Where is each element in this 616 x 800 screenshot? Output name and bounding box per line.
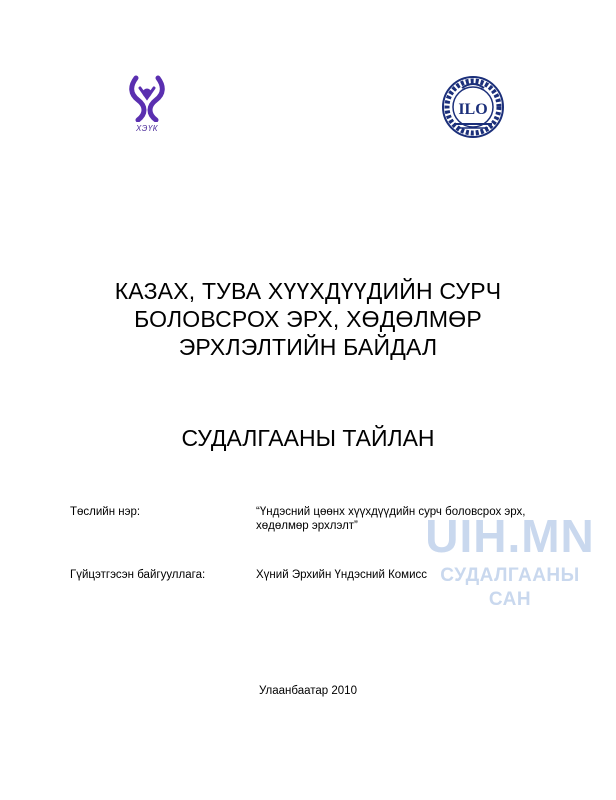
- organization-label: Гүйцэтгэсэн байгууллага:: [70, 569, 206, 581]
- title-line-1: КАЗАХ, ТУВА ХҮҮХДҮҮДИЙН СУРЧ: [114, 278, 502, 304]
- project-name-label: Төслийн нэр:: [70, 506, 141, 518]
- project-name-line-1: “Үндэсний цөөнх хүүхдүүдийн сурч боловсрох эрх,: [256, 506, 526, 518]
- project-name-value: [256, 505, 556, 533]
- watermark-sub-text: СУДАЛГААНЫ САН: [440, 565, 580, 610]
- nhrc-logo: [124, 74, 170, 136]
- nhrc-logo-icon: [124, 74, 170, 122]
- report-subtitle: СУДАЛГААНЫ ТАЙЛАН: [181, 425, 435, 451]
- organization-value: Хүний Эрхийн Үндэсний Комисс: [256, 569, 428, 581]
- report-title: [40, 277, 576, 361]
- ilo-logo: [440, 74, 506, 140]
- ilo-logo-icon: [440, 74, 506, 140]
- title-line-2: БОЛОВСРОХ ЭРХ, ХӨДӨЛМӨР: [134, 306, 482, 332]
- place-and-year: Улаанбаатар 2010: [259, 685, 357, 697]
- ilo-logo-text: ILO: [458, 101, 488, 118]
- nhrc-logo-text: ХЭҮК: [135, 124, 159, 133]
- title-line-3: ЭРХЛЭЛТИЙН БАЙДАЛ: [178, 334, 438, 360]
- watermark-main-text: UIH.MN: [425, 510, 595, 562]
- project-name-line-2: хөдөлмөр эрхлэлт”: [256, 520, 358, 532]
